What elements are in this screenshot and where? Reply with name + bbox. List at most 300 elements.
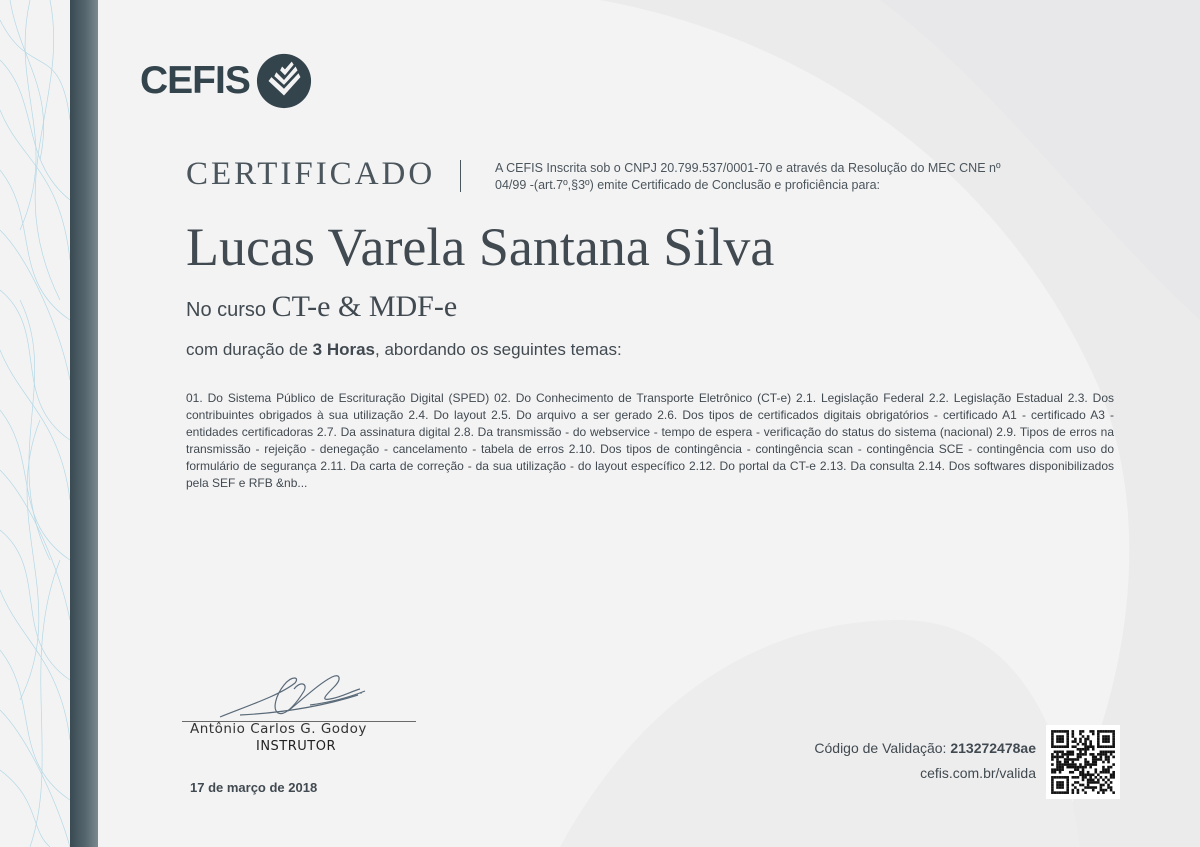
qr-module bbox=[1059, 745, 1062, 748]
logo-book-icon bbox=[255, 52, 313, 110]
qr-module bbox=[1097, 753, 1100, 756]
qr-module bbox=[1105, 789, 1108, 792]
qr-module bbox=[1082, 730, 1085, 733]
qr-module bbox=[1110, 745, 1113, 748]
qr-module bbox=[1054, 776, 1057, 779]
qr-module bbox=[1107, 771, 1110, 774]
qr-module bbox=[1079, 733, 1082, 736]
qr-module bbox=[1061, 740, 1064, 743]
qr-module bbox=[1051, 740, 1054, 743]
qr-module bbox=[1059, 751, 1062, 754]
qr-module bbox=[1112, 763, 1115, 766]
qr-module bbox=[1059, 756, 1062, 759]
qr-module bbox=[1092, 789, 1095, 792]
qr-module bbox=[1087, 779, 1090, 782]
qr-module bbox=[1079, 773, 1082, 776]
title-divider bbox=[460, 160, 461, 192]
qr-module bbox=[1059, 781, 1062, 784]
qr-module bbox=[1061, 791, 1064, 794]
qr-module bbox=[1092, 733, 1095, 736]
qr-module bbox=[1064, 745, 1067, 748]
qr-module bbox=[1082, 748, 1085, 751]
qr-module bbox=[1112, 756, 1115, 759]
qr-module bbox=[1089, 745, 1092, 748]
qr-module bbox=[1084, 773, 1087, 776]
qr-module bbox=[1054, 730, 1057, 733]
qr-module bbox=[1082, 743, 1085, 746]
qr-module bbox=[1066, 758, 1069, 761]
qr-module bbox=[1089, 779, 1092, 782]
qr-module bbox=[1094, 771, 1097, 774]
qr-module bbox=[1061, 768, 1064, 771]
qr-module bbox=[1082, 776, 1085, 779]
qr-module bbox=[1051, 756, 1054, 759]
qr-module bbox=[1112, 738, 1115, 741]
qr-module bbox=[1087, 763, 1090, 766]
qr-module bbox=[1102, 771, 1105, 774]
qr-module bbox=[1072, 733, 1075, 736]
qr-module bbox=[1054, 745, 1057, 748]
qr-module bbox=[1066, 763, 1069, 766]
qr-module bbox=[1094, 776, 1097, 779]
qr-module bbox=[1082, 766, 1085, 769]
qr-module bbox=[1089, 730, 1092, 733]
qr-module bbox=[1072, 776, 1075, 779]
qr-module bbox=[1066, 779, 1069, 782]
qr-module bbox=[1097, 773, 1100, 776]
qr-module bbox=[1059, 784, 1062, 787]
instructor-signature-block bbox=[180, 665, 420, 755]
qr-module bbox=[1110, 751, 1113, 754]
qr-module bbox=[1064, 791, 1067, 794]
qr-module bbox=[1054, 791, 1057, 794]
qr-module bbox=[1107, 761, 1110, 764]
qr-module bbox=[1056, 738, 1059, 741]
qr-module bbox=[1077, 758, 1080, 761]
logo-text: CEFIS bbox=[140, 59, 250, 102]
qr-module bbox=[1112, 751, 1115, 754]
qr-module bbox=[1112, 743, 1115, 746]
qr-module bbox=[1087, 781, 1090, 784]
qr-module bbox=[1061, 735, 1064, 738]
qr-module bbox=[1072, 753, 1075, 756]
qr-module bbox=[1084, 786, 1087, 789]
qr-module bbox=[1082, 779, 1085, 782]
qr-module bbox=[1105, 753, 1108, 756]
qr-module bbox=[1064, 776, 1067, 779]
qr-module bbox=[1059, 771, 1062, 774]
qr-module bbox=[1051, 735, 1054, 738]
qr-module bbox=[1066, 756, 1069, 759]
qr-module bbox=[1100, 786, 1103, 789]
qr-module bbox=[1079, 766, 1082, 769]
validation-url[interactable]: cefis.com.br/valida bbox=[920, 765, 1036, 781]
qr-module bbox=[1092, 730, 1095, 733]
qr-module bbox=[1082, 735, 1085, 738]
qr-module bbox=[1059, 791, 1062, 794]
qr-module bbox=[1105, 771, 1108, 774]
qr-module bbox=[1107, 730, 1110, 733]
qr-module bbox=[1077, 748, 1080, 751]
duration-prefix: com duração de bbox=[186, 340, 308, 359]
course-topics: 01. Do Sistema Público de Escrituração Digital (SPED) 02. Do Conhecimento de Transporte Eletrônico (CT-e) 2.1. Legislação Federal 2.2. Legislação Estadual 2.3. Dos contribuintes obrigados à sua utilização 2.4. Do layout 2.5. Do arquivo a ser gerado 2.6. Dos tipos de certificados digitais obrigatórios - certificado A1 - certificado A3 - entidades certificadoras 2.7. Da assinatura digital 2.8. Da transmissão - do webservice - tempo de espera - verificação do status do sistema (nacional) 2.9. Tipos de erros na transmissão - rejeição - denegação - cancelamento - tabela de erros 2.10. Dos tipos de contingência - contingência scan - contingência SCE - contingência com uso do formulário de segurança 2.11. Da carta de correção - da sua utilização - do layout específico 2.12. Do portal da CT-e 2.13. Da consulta 2.14. Dos softwares disponibilizados pela SEF e RFB &nb... bbox=[186, 391, 1114, 490]
validation-code: 213272478ae bbox=[950, 740, 1036, 756]
qr-module bbox=[1092, 786, 1095, 789]
qr-module bbox=[1092, 763, 1095, 766]
qr-module bbox=[1107, 740, 1110, 743]
qr-module bbox=[1056, 735, 1059, 738]
qr-module bbox=[1077, 789, 1080, 792]
qr-module bbox=[1092, 779, 1095, 782]
issue-date: 17 de março de 2018 bbox=[190, 780, 318, 795]
qr-module bbox=[1100, 776, 1103, 779]
qr-module bbox=[1079, 740, 1082, 743]
qr-module bbox=[1105, 738, 1108, 741]
qr-module bbox=[1082, 789, 1085, 792]
qr-module bbox=[1066, 738, 1069, 741]
qr-module bbox=[1066, 730, 1069, 733]
qr-module bbox=[1069, 758, 1072, 761]
qr-module bbox=[1051, 771, 1054, 774]
qr-module bbox=[1051, 784, 1054, 787]
qr-module bbox=[1074, 768, 1077, 771]
qr-module bbox=[1059, 740, 1062, 743]
qr-module bbox=[1110, 773, 1113, 776]
qr-module bbox=[1061, 784, 1064, 787]
qr-module bbox=[1084, 761, 1087, 764]
qr-module bbox=[1084, 758, 1087, 761]
qr-module bbox=[1051, 789, 1054, 792]
qr-module bbox=[1061, 751, 1064, 754]
qr-module bbox=[1092, 745, 1095, 748]
qr-module bbox=[1051, 786, 1054, 789]
qr-module bbox=[1061, 766, 1064, 769]
qr-module bbox=[1102, 766, 1105, 769]
qr-module bbox=[1092, 748, 1095, 751]
qr-module bbox=[1100, 784, 1103, 787]
qr-module bbox=[1074, 786, 1077, 789]
instructor-name: Antônio Carlos G. Godoy bbox=[190, 721, 367, 737]
qr-module bbox=[1066, 735, 1069, 738]
qr-module bbox=[1064, 763, 1067, 766]
qr-module bbox=[1079, 751, 1082, 754]
qr-module bbox=[1094, 761, 1097, 764]
qr-module bbox=[1102, 789, 1105, 792]
qr-module bbox=[1056, 753, 1059, 756]
qr-module bbox=[1102, 768, 1105, 771]
qr-module bbox=[1084, 743, 1087, 746]
qr-module bbox=[1074, 758, 1077, 761]
qr-module bbox=[1069, 766, 1072, 769]
qr-module bbox=[1051, 763, 1054, 766]
qr-module bbox=[1094, 786, 1097, 789]
qr-module bbox=[1072, 791, 1075, 794]
student-name: Lucas Varela Santana Silva bbox=[186, 217, 775, 277]
qr-module bbox=[1079, 730, 1082, 733]
qr-module bbox=[1054, 751, 1057, 754]
validation-block bbox=[814, 740, 1036, 781]
qr-module bbox=[1056, 756, 1059, 759]
qr-module bbox=[1079, 748, 1082, 751]
qr-module bbox=[1102, 784, 1105, 787]
qr-module bbox=[1077, 743, 1080, 746]
qr-module bbox=[1084, 763, 1087, 766]
qr-module bbox=[1092, 753, 1095, 756]
qr-module bbox=[1061, 776, 1064, 779]
qr-module bbox=[1051, 776, 1054, 779]
qr-module bbox=[1097, 781, 1100, 784]
qr-module bbox=[1066, 791, 1069, 794]
qr-module bbox=[1112, 740, 1115, 743]
qr-code[interactable] bbox=[1046, 725, 1120, 799]
qr-module bbox=[1056, 786, 1059, 789]
qr-module bbox=[1056, 791, 1059, 794]
qr-module bbox=[1112, 745, 1115, 748]
qr-module bbox=[1074, 740, 1077, 743]
qr-module bbox=[1061, 786, 1064, 789]
qr-module bbox=[1112, 771, 1115, 774]
qr-module bbox=[1092, 781, 1095, 784]
qr-module bbox=[1087, 784, 1090, 787]
qr-module bbox=[1097, 733, 1100, 736]
instructor-role: INSTRUTOR bbox=[255, 739, 336, 754]
qr-module bbox=[1066, 751, 1069, 754]
qr-module bbox=[1059, 786, 1062, 789]
qr-module bbox=[1094, 763, 1097, 766]
qr-module bbox=[1064, 758, 1067, 761]
qr-module bbox=[1066, 753, 1069, 756]
qr-module bbox=[1097, 740, 1100, 743]
qr-module bbox=[1105, 730, 1108, 733]
qr-module bbox=[1097, 735, 1100, 738]
qr-module bbox=[1064, 761, 1067, 764]
qr-module bbox=[1105, 776, 1108, 779]
qr-module bbox=[1112, 730, 1115, 733]
qr-module bbox=[1051, 745, 1054, 748]
qr-module bbox=[1051, 738, 1054, 741]
qr-module bbox=[1056, 784, 1059, 787]
qr-module bbox=[1107, 751, 1110, 754]
qr-module bbox=[1084, 791, 1087, 794]
qr-module bbox=[1056, 781, 1059, 784]
qr-module bbox=[1110, 776, 1113, 779]
qr-module bbox=[1092, 756, 1095, 759]
qr-module bbox=[1051, 768, 1054, 771]
qr-module bbox=[1107, 786, 1110, 789]
qr-module bbox=[1110, 786, 1113, 789]
qr-module bbox=[1105, 745, 1108, 748]
qr-module bbox=[1110, 789, 1113, 792]
qr-module bbox=[1056, 768, 1059, 771]
qr-module bbox=[1100, 758, 1103, 761]
qr-module bbox=[1089, 753, 1092, 756]
qr-module bbox=[1110, 753, 1113, 756]
qr-module bbox=[1072, 789, 1075, 792]
qr-module bbox=[1059, 738, 1062, 741]
qr-module bbox=[1056, 761, 1059, 764]
qr-module bbox=[1087, 771, 1090, 774]
course-prefix: No curso bbox=[186, 299, 267, 321]
qr-module bbox=[1100, 751, 1103, 754]
qr-module bbox=[1074, 745, 1077, 748]
qr-module bbox=[1112, 776, 1115, 779]
left-accent-band bbox=[70, 0, 98, 847]
qr-module bbox=[1066, 761, 1069, 764]
qr-module bbox=[1105, 751, 1108, 754]
qr-module bbox=[1087, 738, 1090, 741]
qr-module bbox=[1089, 773, 1092, 776]
qr-module bbox=[1107, 784, 1110, 787]
qr-module bbox=[1092, 761, 1095, 764]
background-line-pattern bbox=[0, 0, 70, 847]
qr-module bbox=[1107, 779, 1110, 782]
qr-module bbox=[1097, 779, 1100, 782]
qr-module bbox=[1066, 766, 1069, 769]
cefis-logo bbox=[140, 52, 313, 110]
qr-module bbox=[1084, 766, 1087, 769]
qr-module bbox=[1089, 766, 1092, 769]
qr-module bbox=[1051, 733, 1054, 736]
qr-module bbox=[1084, 776, 1087, 779]
qr-module bbox=[1069, 753, 1072, 756]
qr-module bbox=[1054, 771, 1057, 774]
qr-module bbox=[1082, 753, 1085, 756]
qr-module bbox=[1094, 758, 1097, 761]
qr-module bbox=[1066, 745, 1069, 748]
qr-module bbox=[1094, 781, 1097, 784]
qr-module bbox=[1112, 773, 1115, 776]
qr-module bbox=[1107, 768, 1110, 771]
qr-module bbox=[1077, 766, 1080, 769]
qr-module bbox=[1102, 740, 1105, 743]
qr-module bbox=[1069, 763, 1072, 766]
qr-module bbox=[1074, 776, 1077, 779]
qr-module bbox=[1051, 781, 1054, 784]
qr-module bbox=[1105, 781, 1108, 784]
qr-module bbox=[1059, 761, 1062, 764]
qr-module bbox=[1059, 766, 1062, 769]
qr-module bbox=[1100, 789, 1103, 792]
qr-module bbox=[1074, 738, 1077, 741]
qr-module bbox=[1066, 781, 1069, 784]
qr-module bbox=[1077, 753, 1080, 756]
qr-module bbox=[1102, 730, 1105, 733]
qr-module bbox=[1066, 776, 1069, 779]
qr-module bbox=[1069, 751, 1072, 754]
qr-module bbox=[1102, 761, 1105, 764]
qr-module bbox=[1089, 781, 1092, 784]
qr-module bbox=[1079, 763, 1082, 766]
qr-module bbox=[1072, 751, 1075, 754]
qr-module bbox=[1087, 748, 1090, 751]
qr-module bbox=[1089, 743, 1092, 746]
qr-module bbox=[1100, 756, 1103, 759]
qr-module bbox=[1051, 791, 1054, 794]
qr-module bbox=[1084, 753, 1087, 756]
qr-module bbox=[1066, 740, 1069, 743]
qr-module bbox=[1094, 756, 1097, 759]
qr-module bbox=[1087, 761, 1090, 764]
qr-module bbox=[1097, 791, 1100, 794]
qr-module bbox=[1072, 730, 1075, 733]
qr-module bbox=[1077, 791, 1080, 794]
qr-module bbox=[1056, 745, 1059, 748]
qr-module bbox=[1084, 738, 1087, 741]
qr-module bbox=[1072, 771, 1075, 774]
qr-module bbox=[1084, 751, 1087, 754]
qr-module bbox=[1097, 743, 1100, 746]
qr-module bbox=[1102, 779, 1105, 782]
qr-module bbox=[1066, 743, 1069, 746]
qr-module bbox=[1072, 740, 1075, 743]
qr-module bbox=[1097, 730, 1100, 733]
qr-module bbox=[1107, 745, 1110, 748]
qr-module bbox=[1072, 784, 1075, 787]
qr-module bbox=[1087, 786, 1090, 789]
duration-value: 3 Horas bbox=[312, 340, 376, 359]
qr-module bbox=[1097, 758, 1100, 761]
qr-module bbox=[1059, 776, 1062, 779]
qr-module bbox=[1089, 740, 1092, 743]
qr-module bbox=[1066, 784, 1069, 787]
validation-label: Código de Validação: bbox=[814, 740, 947, 756]
qr-module bbox=[1079, 784, 1082, 787]
qr-module bbox=[1087, 735, 1090, 738]
qr-module bbox=[1092, 758, 1095, 761]
qr-module bbox=[1097, 745, 1100, 748]
qr-module bbox=[1107, 738, 1110, 741]
qr-module bbox=[1056, 751, 1059, 754]
qr-module bbox=[1074, 766, 1077, 769]
course-name: CT-e & MDF-e bbox=[271, 290, 458, 323]
qr-module bbox=[1105, 735, 1108, 738]
qr-module bbox=[1102, 751, 1105, 754]
qr-module bbox=[1061, 763, 1064, 766]
qr-module bbox=[1077, 756, 1080, 759]
qr-module bbox=[1102, 735, 1105, 738]
qr-module bbox=[1056, 776, 1059, 779]
qr-module bbox=[1051, 743, 1054, 746]
qr-module bbox=[1061, 756, 1064, 759]
qr-module bbox=[1092, 773, 1095, 776]
qr-module bbox=[1056, 766, 1059, 769]
qr-module bbox=[1072, 745, 1075, 748]
qr-module bbox=[1110, 766, 1113, 769]
duration-suffix: , abordando os seguintes temas: bbox=[375, 340, 622, 359]
qr-module bbox=[1059, 768, 1062, 771]
qr-module bbox=[1077, 781, 1080, 784]
qr-module bbox=[1105, 768, 1108, 771]
qr-module bbox=[1072, 758, 1075, 761]
qr-module bbox=[1066, 733, 1069, 736]
qr-module bbox=[1077, 768, 1080, 771]
qr-module bbox=[1061, 738, 1064, 741]
qr-module bbox=[1105, 756, 1108, 759]
qr-module bbox=[1094, 768, 1097, 771]
certificate-intro: A CEFIS Inscrita sob o CNPJ 20.799.537/0001-70 e através da Resolução do MEC CNE nº 04/99 -(art.7º,§3º) emite Certificado de Conclusão e proficiência para: bbox=[495, 161, 1001, 192]
qr-module bbox=[1087, 745, 1090, 748]
qr-module bbox=[1089, 776, 1092, 779]
qr-module bbox=[1110, 781, 1113, 784]
qr-module bbox=[1056, 730, 1059, 733]
qr-module bbox=[1054, 768, 1057, 771]
qr-module bbox=[1069, 771, 1072, 774]
qr-module bbox=[1064, 753, 1067, 756]
qr-module bbox=[1051, 730, 1054, 733]
qr-module bbox=[1056, 763, 1059, 766]
qr-module bbox=[1072, 735, 1075, 738]
qr-module bbox=[1061, 753, 1064, 756]
